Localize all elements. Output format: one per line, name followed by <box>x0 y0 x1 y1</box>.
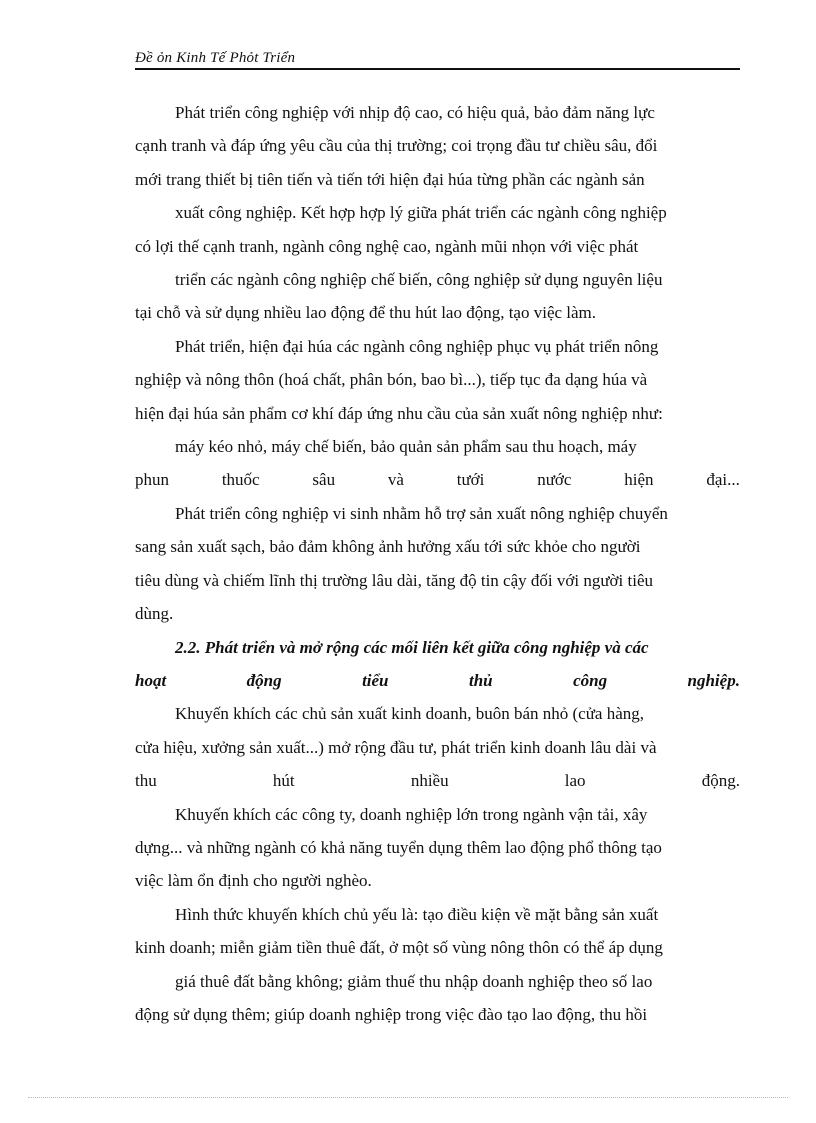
text-line: hiện đại húa sản phẩm cơ khí đáp ứng nhu cầu của sản xuất nông nghiệp như: <box>135 403 663 423</box>
word: sâu <box>312 470 336 490</box>
word: nghiệp. <box>687 670 740 690</box>
word: tiểu <box>362 670 389 690</box>
text-line: dựng... và những ngành có khả năng tuyển dụng thêm lao động phổ thông tạo <box>135 837 662 857</box>
text-line: có lợi thế cạnh tranh, ngành công nghệ cao, ngành mũi nhọn với việc phát <box>135 236 639 256</box>
text-line: tại chỗ và sử dụng nhiều lao động để thu hút lao động, tạo việc làm. <box>135 303 597 323</box>
word: thuốc <box>221 470 260 490</box>
text-line: Hình thức khuyến khích chủ yếu là: tạo điều kiện về mặt bằng sản xuất <box>175 904 659 924</box>
heading-line: 2.2. Phát triển và mở rộng các mối liên kết giữa công nghiệp và các <box>175 637 649 657</box>
word: thủ <box>468 670 493 690</box>
text-line: kinh doanh; miễn giảm tiền thuê đất, ở một số vùng nông thôn có thể áp dụng <box>135 938 663 958</box>
text-line: máy kéo nhỏ, máy chế biến, bảo quản sản phẩm sau thu hoạch, máy <box>175 437 637 457</box>
text-line: cạnh tranh và đáp ứng yêu cầu của thị trường; coi trọng đầu tư chiều sâu, đổi <box>135 136 658 156</box>
text-line: dùng. <box>135 604 174 624</box>
text-line: Khuyến khích các công ty, doanh nghiệp lớn trong ngành vận tải, xây <box>175 804 648 824</box>
word: đại... <box>706 470 740 490</box>
text-line: tiêu dùng và chiếm lĩnh thị trường lâu dài, tăng độ tin cậy đối với người tiêu <box>135 570 654 590</box>
spread-line <box>135 463 740 496</box>
word: nước <box>537 470 572 490</box>
text-line: Phát triển, hiện đại húa các ngành công nghiệp phục vụ phát triển nông <box>175 336 659 356</box>
text-line: xuất công nghiệp. Kết hợp hợp lý giữa phát triển các ngành công nghiệp <box>175 203 667 223</box>
word: hiện <box>624 470 654 490</box>
word: động. <box>701 771 740 791</box>
text-line: mới trang thiết bị tiên tiến và tiến tới hiện đại húa từng phần các ngành sản <box>135 169 645 189</box>
header-title: Đề ỏn Kinh Tế Phỏt Triển <box>135 50 296 66</box>
spread-line <box>135 664 740 697</box>
text-line: giá thuê đất bằng không; giảm thuế thu nhập doanh nghiệp theo số lao <box>175 971 653 991</box>
word: phun <box>135 470 169 490</box>
section-heading <box>135 631 740 698</box>
text-line: sang sản xuất sạch, bảo đảm không ảnh hưởng xấu tới sức khỏe cho người <box>135 537 641 557</box>
paragraph-4 <box>135 697 740 797</box>
word: và <box>387 470 404 490</box>
paragraph-3 <box>135 497 740 631</box>
paragraph-1 <box>135 96 740 330</box>
word: lao <box>564 771 586 791</box>
word: động <box>246 670 282 690</box>
paragraph-5 <box>135 798 740 898</box>
word: hoạt <box>135 670 167 690</box>
text-line: triển các ngành công nghiệp chế biến, công nghiệp sử dụng nguyên liệu <box>175 270 663 290</box>
spread-line <box>135 764 740 797</box>
text-line: Khuyến khích các chủ sản xuất kinh doanh, buôn bán nhỏ (cửa hàng, <box>175 704 645 724</box>
text-line: cửa hiệu, xưởng sản xuất...) mở rộng đầu tư, phát triển kinh doanh lâu dài và <box>135 737 657 757</box>
text-line: Phát triển công nghiệp với nhịp độ cao, có hiệu quả, bảo đảm năng lực <box>175 103 655 122</box>
text-line: động sử dụng thêm; giúp doanh nghiệp trong việc đào tạo lao động, thu hồi <box>135 1004 648 1024</box>
paragraph-6 <box>135 898 740 1032</box>
paragraph-2 <box>135 330 740 497</box>
word: thu <box>135 771 157 791</box>
text-line: Phát triển công nghiệp vi sinh nhằm hỗ trợ sản xuất nông nghiệp chuyển <box>175 503 668 523</box>
text-line: nghiệp và nông thôn (hoá chất, phân bón, bao bì...), tiếp tục đa dạng húa và <box>135 370 648 390</box>
word: nhiều <box>410 771 449 791</box>
word: hút <box>272 771 295 791</box>
word: công <box>573 670 608 690</box>
page-header <box>135 48 740 70</box>
text-line: việc làm ổn định cho người nghèo. <box>135 871 372 891</box>
word: tưới <box>456 470 485 490</box>
document-body <box>135 96 740 1031</box>
page-bottom-rule <box>28 1097 788 1098</box>
